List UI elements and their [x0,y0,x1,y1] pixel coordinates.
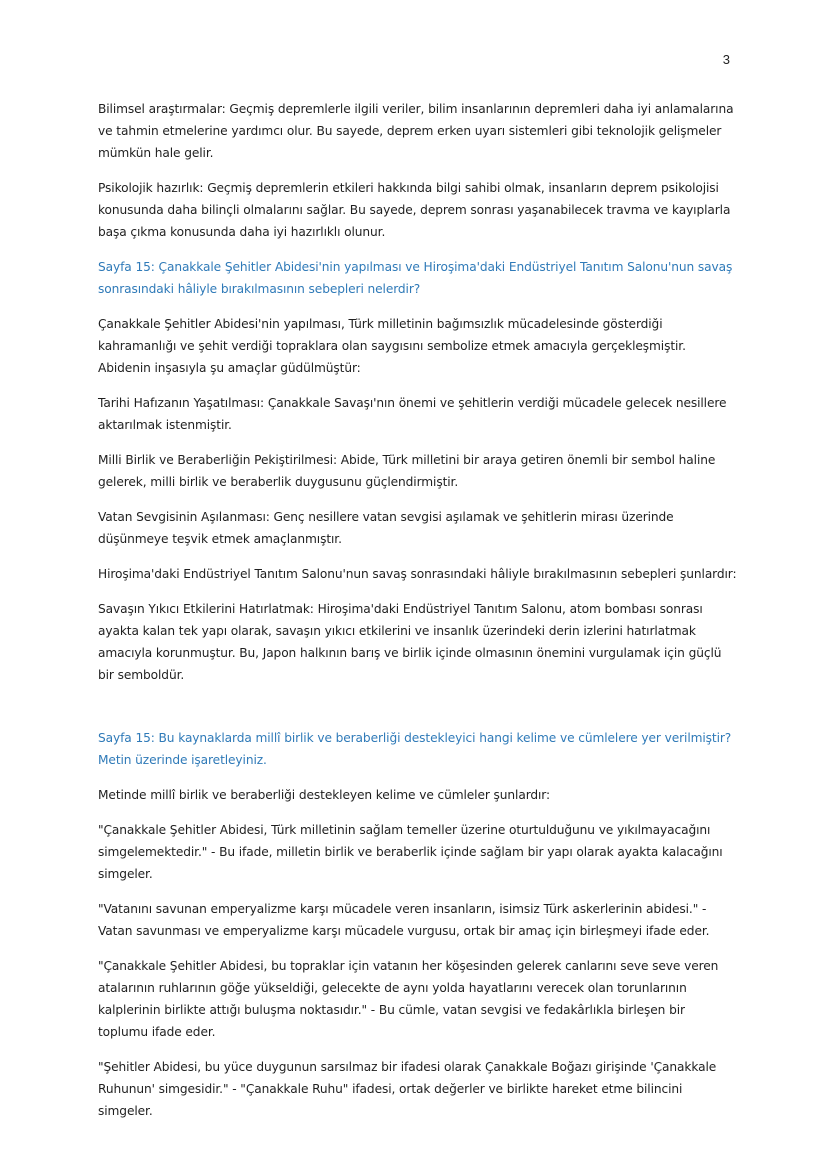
paragraph-quote-meeting-point: "Çanakkale Şehitler Abidesi, bu topraklar için vatanın her köşesinden gelerek canlarını seve seve veren atalarının ruhlarının göğe yükseldiği, gelecekte de aynı yolda hayatlarını verecek olan torunlarının kalplerinin birlikte attığı buluşma noktasıdır." - Bu cümle, vatan sevgisi ve fedakârlıkla birleşen bir toplumu ifade eder. [98,959,719,1039]
paragraph-quote-canakkale-spirit: "Şehitler Abidesi, bu yüce duygunun sarsılmaz bir ifadesi olarak Çanakkale Boğazı girişinde 'Çanakkale Ruhunun' simgesidir." - "Çanakkale Ruhu" ifadesi, ortak değerler ve birlikte hareket etme bilincini simgeler. [98,1060,717,1118]
paragraph-canakkale-purpose: Çanakkale Şehitler Abidesi'nin yapılması, Türk milletinin bağımsızlık mücadelesinde gösterdiği kahramanlığı ve şehit verdiği topraklara olan saygısını sembolize etmek amacıyla gerçekleşmiştir. Abidenin inşasıyla şu amaçlar güdülmüştür: [98,317,686,375]
document-body [98,98,738,1135]
paragraph-hiroshima-reason: Savaşın Yıkıcı Etkilerini Hatırlatmak: Hiroşima'daki Endüstriyel Tanıtım Salonu, atom bombası sonrası ayakta kalan tek yapı olarak, savaşın yıkıcı etkilerini ve insanlık üzerindeki derin izlerini hatırlatmak amacıyla korunmuştur. Bu, Japon halkının barış ve birlik içinde olmasının önemini vurgulamak için güçlü bir semboldür. [98,602,722,682]
section-spacer [98,699,738,727]
paragraph-quote-solid-foundations: "Çanakkale Şehitler Abidesi, Türk milletinin sağlam temeller üzerine oturtulduğunu ve yıkılmayacağını simgelemektedir." - Bu ifade, milletin birlik ve beraberlik içinde sağlam bir yapı olarak ayakta kalacağını simgeler. [98,823,723,881]
paragraph-unity-intro: Metinde millî birlik ve beraberliği destekleyen kelime ve cümleler şunlardır: [98,788,551,802]
paragraph-hiroshima-intro: Hiroşima'daki Endüstriyel Tanıtım Salonu'nun savaş sonrasındaki hâliyle bırakılmasının sebepleri şunlardır: [98,567,737,581]
paragraph-psychological-preparation: Psikolojik hazırlık: Geçmiş depremlerin etkileri hakkında bilgi sahibi olmak, insanların deprem psikolojisi konusunda daha bilinçli olmalarını sağlar. Bu sayede, deprem sonrası yaşanabilecek travma ve kayıplarla başa çıkma konusunda daha iyi hazırlıklı olunur. [98,181,731,239]
paragraph-national-unity: Milli Birlik ve Beraberliğin Pekiştirilmesi: Abide, Türk milletini bir araya getiren önemli bir sembol haline gelerek, milli birlik ve beraberlik duygusunu güçlendirmiştir. [98,453,716,489]
paragraph-scientific-research: Bilimsel araştırmalar: Geçmiş depremlerle ilgili veriler, bilim insanlarının depremleri daha iyi anlamalarına ve tahmin etmelerine yardımcı olur. Bu sayede, deprem erken uyarı sistemleri gibi teknolojik gelişmeler mümkün hale gelir. [98,102,734,160]
page-number: 3 [722,52,730,67]
question-heading-monuments: Sayfa 15: Çanakkale Şehitler Abidesi'nin yapılması ve Hiroşima'daki Endüstriyel Tanıtım Salonu'nun savaş sonrasındaki hâliyle bırakılmasının sebepleri nelerdir? [98,260,733,296]
paragraph-historical-memory: Tarihi Hafızanın Yaşatılması: Çanakkale Savaşı'nın önemi ve şehitlerin verdiği mücadele gelecek nesillere aktarılmak istenmiştir. [98,396,727,432]
question-heading-unity-words: Sayfa 15: Bu kaynaklarda millî birlik ve beraberliği destekleyici hangi kelime ve cümlelere yer verilmiştir? Metin üzerinde işaretleyiniz. [98,731,732,767]
paragraph-quote-unknown-soldiers: "Vatanını savunan emperyalizme karşı mücadele veren insanların, isimsiz Türk askerlerinin abidesi." - Vatan savunması ve emperyalizme karşı mücadele vurgusu, ortak bir amaç için birleşmeyi ifade eder. [98,902,710,938]
paragraph-love-of-homeland: Vatan Sevgisinin Aşılanması: Genç nesillere vatan sevgisi aşılamak ve şehitlerin mirası üzerinde düşünmeye teşvik etmek amaçlanmıştır. [98,510,674,546]
